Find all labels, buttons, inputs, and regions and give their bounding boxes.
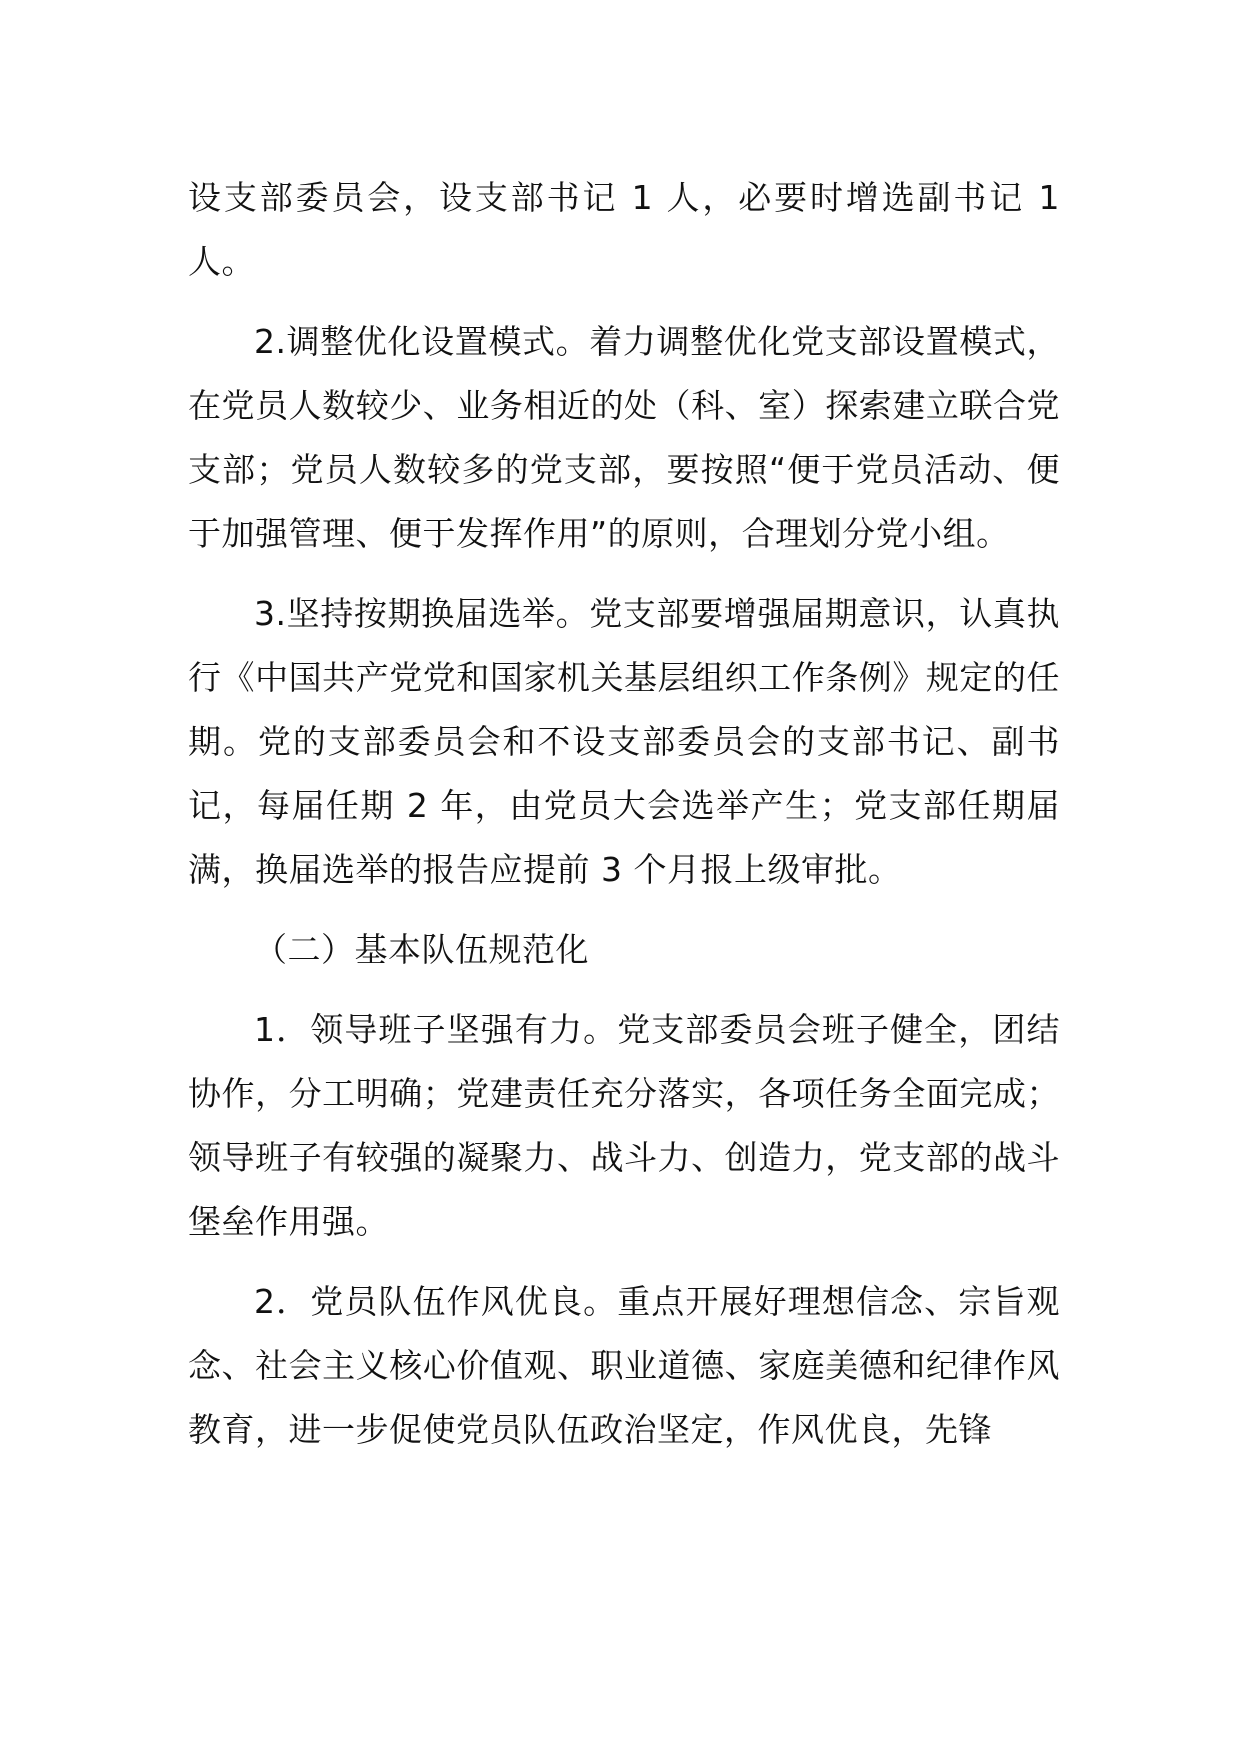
paragraph-election-on-schedule: 3.坚持按期换届选举。党支部要增强届期意识，认真执行《中国共产党党和国家机关基层组织工作条例》规定的任期。党的支部委员会和不设支部委员会的支部书记、副书记，每届任期 2 年，由党员大会选举产生；党支部任期届满，换届选举的报告应提前 3 个月报上级审批。 [188,594,1060,889]
section-heading-basic-team: （二）基本队伍规范化 [254,930,589,969]
paragraph-branch-committee: 设支部委员会，设支部书记 1 人，必要时增选副书记 1 人。 [188,178,1060,281]
paragraph-optimize-setup-mode: 2.调整优化设置模式。着力调整优化党支部设置模式，在党员人数较少、业务相近的处（科、室）探索建立联合党支部；党员人数较多的党支部，要按照“便于党员活动、便于加强管理、便于发挥作用”的原则，合理划分党小组。 [188,322,1060,553]
paragraph-leadership-team: 1．领导班子坚强有力。党支部委员会班子健全，团结协作，分工明确；党建责任充分落实，各项任务全面完成；领导班子有较强的凝聚力、战斗力、创造力，党支部的战斗堡垒作用强。 [188,1010,1060,1241]
document-body [188,166,1060,1478]
paragraph-party-member-style: 2．党员队伍作风优良。重点开展好理想信念、宗旨观念、社会主义核心价值观、职业道德、家庭美德和纪律作风教育，进一步促使党员队伍政治坚定，作风优良，先锋 [188,1282,1060,1449]
